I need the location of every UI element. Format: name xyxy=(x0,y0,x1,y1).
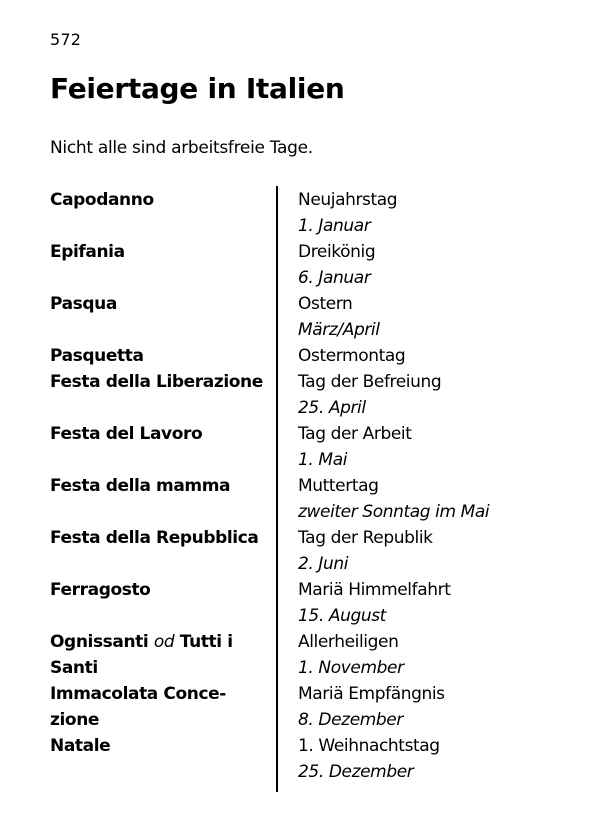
holiday-german-name: Tag der Republik xyxy=(298,528,433,548)
holiday-italian-name: Festa della Repubblica xyxy=(50,528,259,548)
intro-text: Nicht alle sind arbeitsfreie Tage. xyxy=(50,138,313,158)
holiday-german-name: Neujahrstag xyxy=(298,190,398,210)
holiday-german-name: Mariä Empfängnis xyxy=(298,684,445,704)
holiday-german-name: Ostern xyxy=(298,294,353,314)
holiday-date: 15. August xyxy=(298,606,386,626)
or-connector: od xyxy=(153,632,175,652)
holiday-date: 2. Juni xyxy=(298,554,349,574)
holiday-italian-name: Pasquetta xyxy=(50,346,144,366)
holiday-italian-name: Ognissanti od Tutti i Santi xyxy=(50,632,233,678)
holiday-date: 8. Dezember xyxy=(298,710,403,730)
holiday-italian-name: Capodanno xyxy=(50,190,154,210)
holiday-date: 25. Dezember xyxy=(298,762,414,782)
page-number: 572 xyxy=(50,30,82,49)
holiday-german-name: Ostermontag xyxy=(298,346,406,366)
holiday-date: 6. Januar xyxy=(298,268,371,288)
holiday-italian-name: Epifania xyxy=(50,242,125,262)
holiday-german-name: Muttertag xyxy=(298,476,379,496)
column-divider xyxy=(276,186,278,792)
page-title: Feiertage in Italien xyxy=(50,72,345,105)
holiday-german-name: Tag der Befreiung xyxy=(298,372,442,392)
holiday-date: 25. April xyxy=(298,398,366,418)
holiday-date: 1. November xyxy=(298,658,404,678)
holiday-german-name: Dreikönig xyxy=(298,242,376,262)
holiday-italian-name: Natale xyxy=(50,736,111,756)
holiday-date: 1. Januar xyxy=(298,216,371,236)
holiday-italian-name: Festa della mamma xyxy=(50,476,231,496)
holiday-italian-name: Festa del Lavoro xyxy=(50,424,203,444)
holiday-german-name: 1. Weihnachtstag xyxy=(298,736,440,756)
holiday-italian-name: Ferragosto xyxy=(50,580,151,600)
holiday-italian-name: Pasqua xyxy=(50,294,117,314)
holiday-date: zweiter Sonntag im Mai xyxy=(298,502,490,522)
holiday-date: 1. Mai xyxy=(298,450,348,470)
holiday-german-name: Allerheiligen xyxy=(298,632,399,652)
holiday-date: März/April xyxy=(298,320,380,340)
holiday-german-name: Mariä Himmelfahrt xyxy=(298,580,451,600)
holiday-italian-name: Immacolata Conce- zione xyxy=(50,684,226,730)
holiday-italian-name: Festa della Liberazione xyxy=(50,372,263,392)
holiday-german-name: Tag der Arbeit xyxy=(298,424,412,444)
